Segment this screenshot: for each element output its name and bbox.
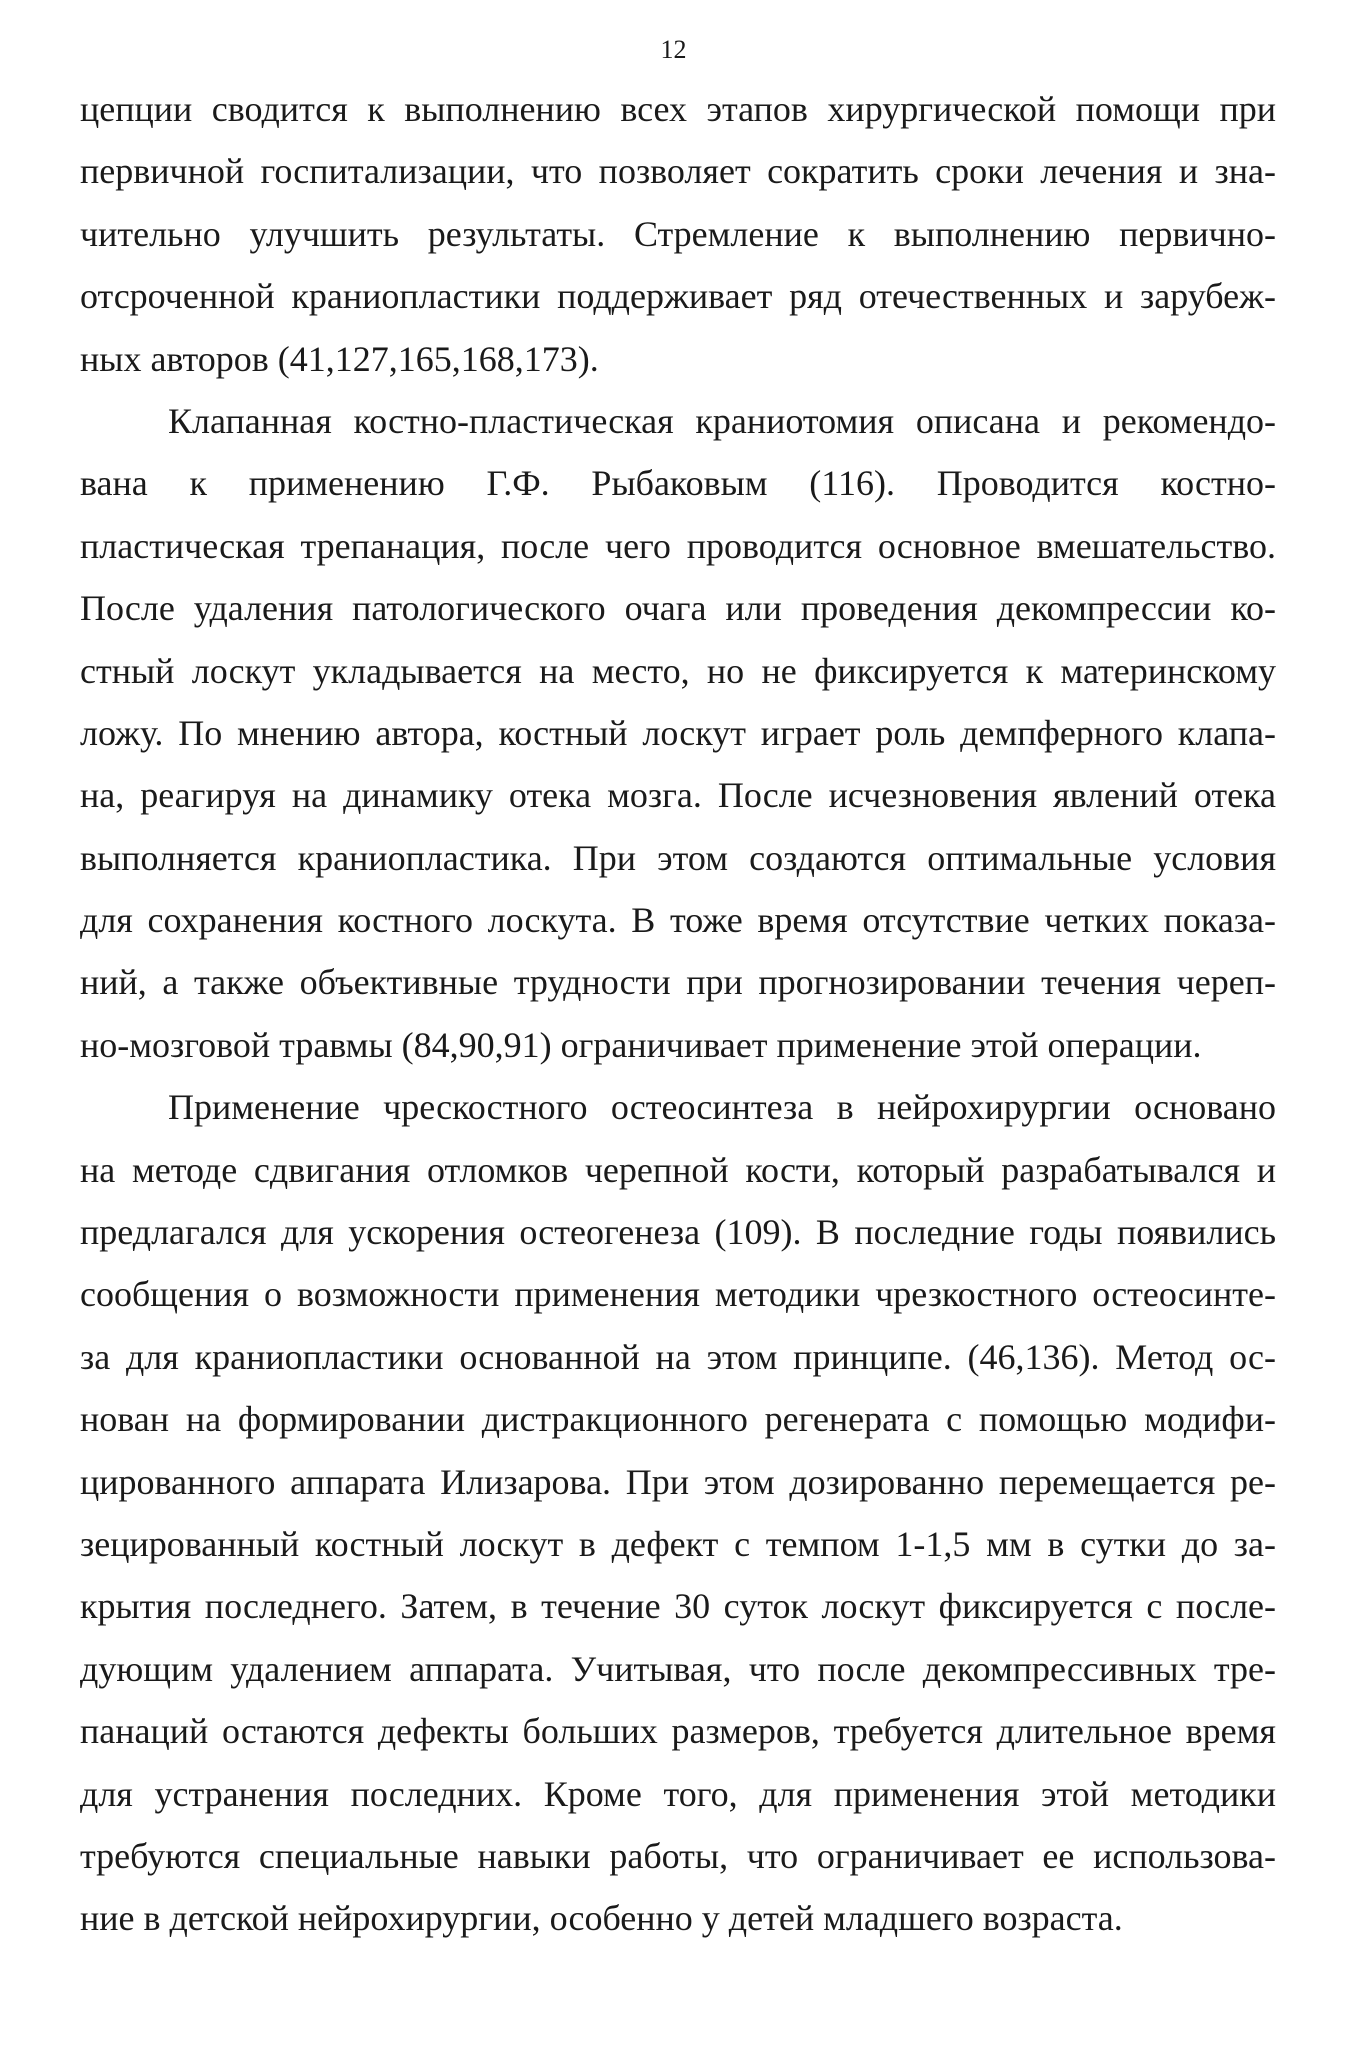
- text-line: цепции сводится к выполнению всех этапов хирургической помощи при: [80, 89, 1276, 129]
- text-line: цированного аппарата Илизарова. При этом дозированно перемещается ре-: [80, 1461, 1276, 1502]
- text-line: ных авторов (41,127,165,168,173).: [80, 338, 599, 379]
- text-line: на методе сдвигания отломков черепной кости, который разрабатывался и: [80, 1149, 1276, 1190]
- text-line: стный лоскут укладывается на место, но не фиксируется к материнскому: [80, 650, 1276, 691]
- text-line: пластическая трепанация, после чего проводится основное вмешательство.: [80, 525, 1276, 566]
- text-line: первичной госпитализации, что позволяет сократить сроки лечения и зна-: [80, 151, 1276, 192]
- text-line: ний, а также объективные трудности при прогнозировании течения череп-: [80, 962, 1276, 1003]
- page-number: 12: [660, 35, 687, 64]
- text-line: ние в детской нейрохирургии, особенно у детей младшего возраста.: [80, 1898, 1123, 1939]
- text-line: Применение чрескостного остеосинтеза в нейрохирургии основано: [168, 1087, 1276, 1128]
- text-line: нован на формировании дистракционного регенерата с помощью модифи-: [80, 1399, 1276, 1440]
- text-line: за для краниопластики основанной на этом принципе. (46,136). Метод ос-: [80, 1336, 1276, 1377]
- paragraph: [80, 1076, 1276, 1949]
- text-line: вана к применению Г.Ф. Рыбаковым (116). Проводится костно-: [80, 463, 1276, 504]
- text-line: крытия последнего. Затем, в течение 30 суток лоскут фиксируется с после-: [80, 1586, 1276, 1627]
- text-line: После удаления патологического очага или проведения декомпрессии ко-: [80, 588, 1276, 629]
- text-line: чительно улучшить результаты. Стремление к выполнению первично-: [80, 213, 1276, 254]
- text-line: Клапанная костно-пластическая краниотомия описана и рекомендо-: [168, 400, 1276, 441]
- text-line: выполняется краниопластика. При этом создаются оптимальные условия: [80, 837, 1276, 878]
- body-text: [80, 78, 1276, 1950]
- paragraph: [80, 78, 1276, 390]
- text-line: предлагался для ускорения остеогенеза (109). В последние годы появились: [80, 1212, 1276, 1253]
- text-line: но-мозговой травмы (84,90,91) ограничивает применение этой операции.: [80, 1024, 1202, 1065]
- text-line: зецированный костный лоскут в дефект с темпом 1-1,5 мм в сутки до за-: [80, 1523, 1276, 1564]
- text-line: для устранения последних. Кроме того, для применения этой методики: [80, 1773, 1276, 1814]
- paragraph: [80, 390, 1276, 1076]
- text-line: дующим удалением аппарата. Учитывая, что после декомпрессивных тре-: [80, 1648, 1276, 1689]
- text-line: панаций остаются дефекты больших размеров, требуется длительное время: [80, 1711, 1276, 1752]
- text-line: сообщения о возможности применения методики чрезкостного остеосинте-: [80, 1274, 1276, 1315]
- text-line: ложу. По мнению автора, костный лоскут играет роль демпферного клапа-: [80, 712, 1276, 753]
- text-line: на, реагируя на динамику отека мозга. После исчезновения явлений отека: [80, 775, 1276, 816]
- text-line: для сохранения костного лоскута. В тоже время отсутствие четких показа-: [80, 900, 1276, 941]
- text-line: отсроченной краниопластики поддерживает ряд отечественных и зарубеж-: [80, 276, 1276, 317]
- text-line: требуются специальные навыки работы, что ограничивает ее использова-: [80, 1835, 1276, 1876]
